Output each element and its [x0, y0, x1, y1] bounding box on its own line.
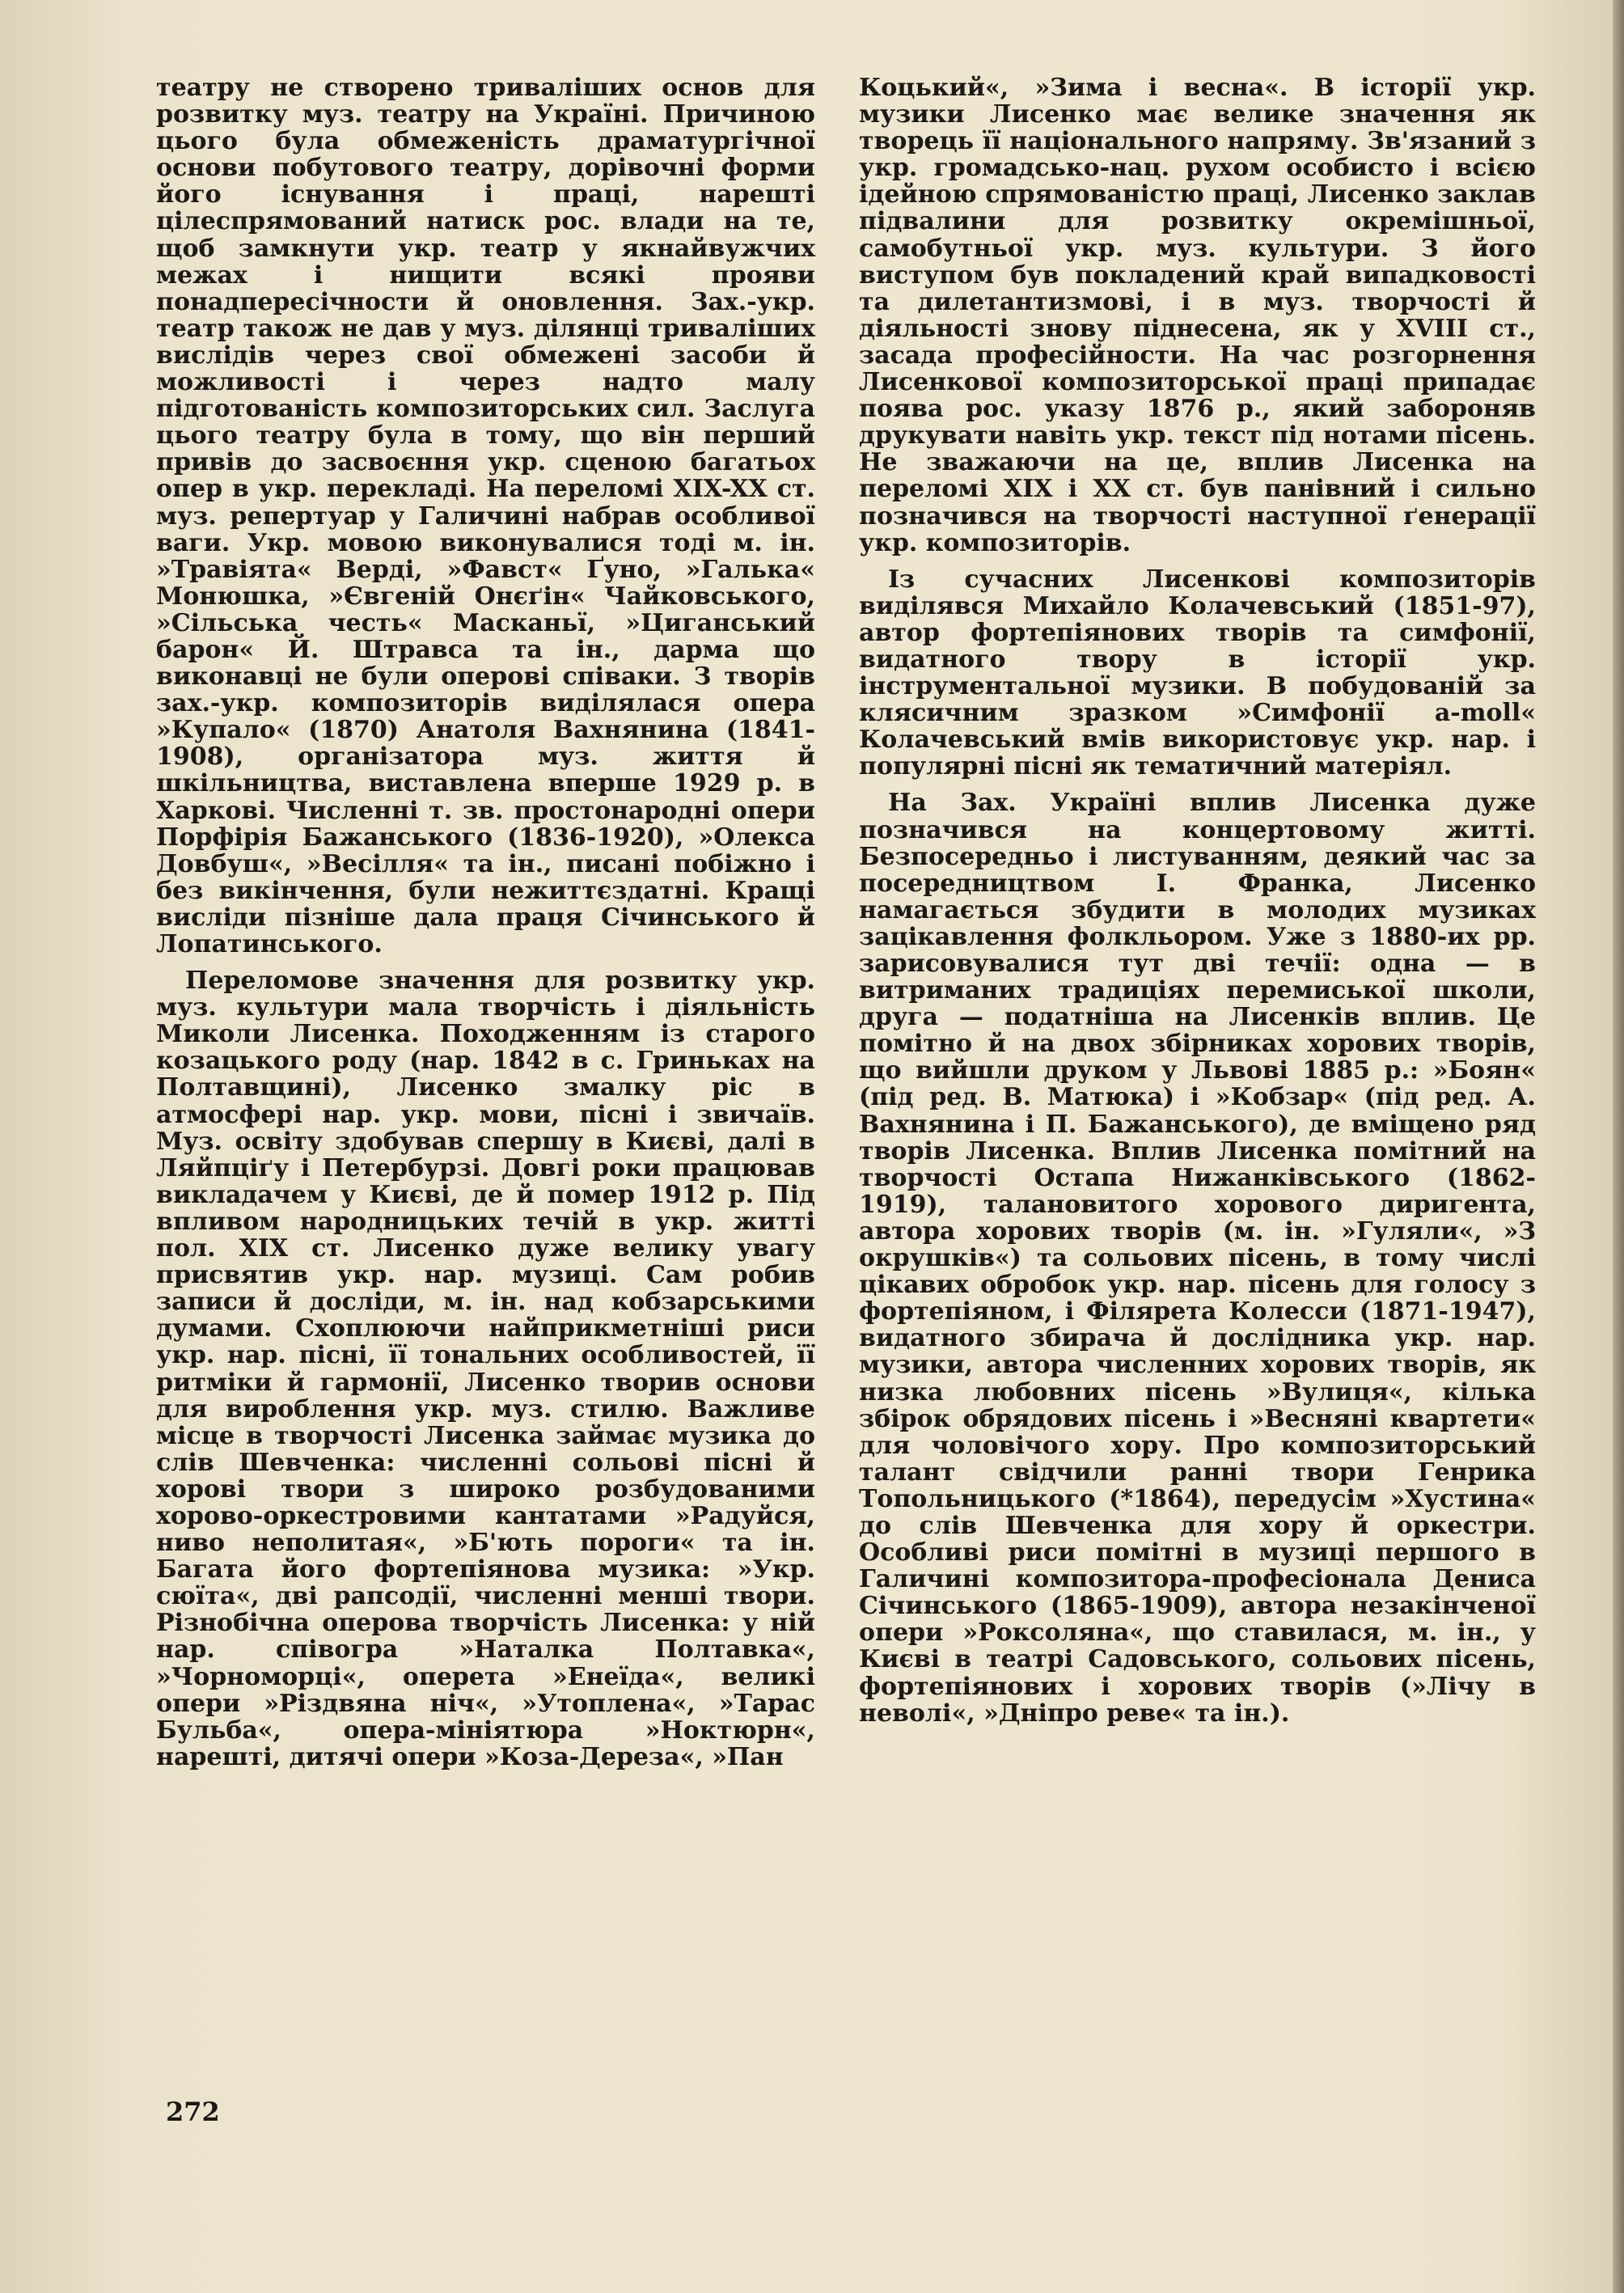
paragraph-lysenko-significance: Коцький«, »Зима і весна«. В історії укр. музики Лисенко має велике значення як творець її національного напряму. Зв'язаний з укр. громадсько-нац. рухом особисто і всією ідейною спрямованістю праці, Лисенко заклав підвалини для розвитку окремішньої, самобутньої укр. муз. культури. З його виступом був покладений край випадковості та дилетантизмові, і в муз. творчості й діяльності знову піднесена, як у XVIII ст., засада професійности. На час розгорнення Лисенкової композиторської праці припадає поява рос. указу 1876 р., який забороняв друкувати навіть укр. текст під нотами пісень. Не зважаючи на це, вплив Лисенка на переломі XIX і XX ст. був панівний і сильно позначився на творчості наступної ґенерації укр. композиторів. — [859, 74, 1536, 557]
paragraph-theatre: театру не створено триваліших основ для розвитку муз. театру на Україні. Причиною цього була обмеженість драматургічної основи побутового театру, дорівочні форми його існування і праці, нарешті цілеспрямований натиск рос. влади на те, щоб замкнути укр. театр у якнайвужчих межах і нищити всякі прояви понадпересічности й оновлення. Зах.-укр. театр також не дав у муз. ділянці триваліших вислідів через свої обмежені засоби й можливості і через надто малу підготованість композиторських сил. Заслуга цього театру була в тому, що він перший привів до засвоєння укр. сценою багатьох опер в укр. перекладі. На переломі XIX-XX ст. муз. репертуар у Галичині набрав особливої ваги. Укр. мовою виконувалися тоді м. ін. »Травіята« Верді, »Фавст« Ґуно, »Галька« Монюшка, »Євгеній Онєґін« Чайковського, »Сільська честь« Масканьї, »Циганський барон« Й. Штравса та ін., дарма що виконавці не були оперові співаки. З творів зах.-укр. композиторів виділялася опера »Купало« (1870) Анатоля Вахнянина (1841-1908), організатора муз. життя й шкільництва, виставлена вперше 1929 р. в Харкові. Численні т. зв. простонародні опери Порфірія Бажанського (1836-1920), »Олекса Довбуш«, »Весілля« та ін., писані побіжно і без викінчення, були нежиттєздатні. Кращі висліди пізніше дала праця Січинського й Лопатинського. — [156, 74, 815, 958]
paragraph-lysenko-intro: Переломове значення для розвитку укр. муз. культури мала творчість і діяльність Миколи Лисенка. Походженням із старого козацького роду (нар. 1842 в с. Гриньках на Полтавщині), Лисенко змалку ріс в атмосфері нар. укр. мови, пісні і звичаїв. Муз. освіту здобував спершу в Києві, далі в Ляйпціґу і Петербурзі. Довгі роки працював викладачем у Києві, де й помер 1912 р. Під впливом народницьких течій в укр. житті пол. XIX ст. Лисенко дуже велику увагу присвятив укр. нар. музиці. Сам робив записи й досліди, м. ін. над кобзарськими думами. Схоплюючи найприкметніші риси укр. нар. пісні, її тональних особливостей, її ритміки й гармонії, Лисенко творив основи для вироблення укр. муз. стилю. Важливе місце в творчості Лисенка займає музика до слів Шевченка: численні сольові пісні й хорові твори з широко розбудованими хорово-оркестровими кантатами »Радуйся, ниво неполитая«, »Б'ють пороги« та ін. Багата його фортепіянова музика: »Укр. сюїта«, дві рапсодії, численні менші твори. Різнобічна оперова творчість Лисенка: у ній нар. співогра »Наталка Полтавка«, »Чорноморці«, оперета »Енеїда«, великі опери »Різдвяна ніч«, »Утоплена«, »Тарас Бульба«, опера-мініятюра »Ноктюрн«, нарешті, дитячі опери »Коза-Дереза«, »Пан — [156, 967, 815, 1771]
page-edge-shadow — [1613, 0, 1624, 2293]
paragraph-kolachevsky: Із сучасних Лисенкові композиторів виділявся Михайло Колачевський (1851-97), автор фортепіянових творів та симфонії, видатного твору в історії укр. інструментальної музики. В побудованій за клясичним зразком »Симфонії a-moll« Колачевський вмів використовує укр. нар. і популярні пісні як тематичний матеріял. — [859, 565, 1536, 781]
paragraph-western-ukraine: На Зах. Україні вплив Лисенка дуже позначився на концертовому житті. Безпосередньо і листуванням, деякий час за посередництвом І. Франка, Лисенко намагається збудити в молодих музиках зацікавлення фолкльором. Уже з 1880-их рр. зарисовувалися тут дві течії: одна — в витриманих традиціях перемиської школи, друга — податніша на Лисенків вплив. Це помітно й на двох збірниках хорових творів, що вийшли друком у Львові 1885 р.: »Боян« (під ред. В. Матюка) і »Кобзар« (під ред. А. Вахнянина і П. Бажанського), де вміщено ряд творів Лисенка. Вплив Лисенка помітний на творчості Остапа Нижанківського (1862-1919), талановитого хорового диригента, автора хорових творів (м. ін. »Гуляли«, »З окрушків«) та сольових пісень, в тому числі цікавих обробок укр. нар. пісень для голосу з фортепіяном, і Філярета Колесси (1871-1947), видатного збирача й дослідника укр. нар. музики, автора численних хорових творів, як низка любовних пісень »Вулиця«, кілька збірок обрядових пісень і »Весняні квартети« для чоловічого хору. Про композиторський талант свідчили ранні твори Генрика Топольницького (*1864), передусім »Хустина« до слів Шевченка для хору й оркестри. Особливі риси помітні в музиці першого в Галичині композитора-професіонала Дениса Січинського (1865-1909), автора незакінченої опери »Роксоляна«, що ставилася, м. ін., у Києві в театрі Садовського, сольових пісень, фортепіянових і хорових творів (»Лічу в неволі«, »Дніпро реве« та ін.). — [859, 789, 1536, 1728]
page-number: 272 — [166, 2096, 220, 2127]
right-column — [859, 74, 1536, 1727]
left-column — [156, 74, 815, 1771]
